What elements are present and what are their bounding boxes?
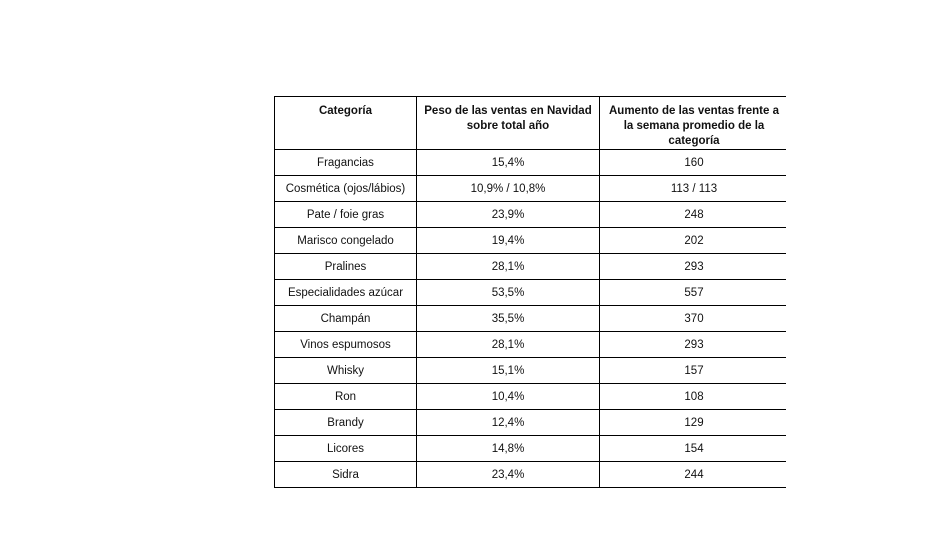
cell-category: Sidra xyxy=(275,462,417,488)
cell-sales-increase: 370 xyxy=(600,306,787,332)
cell-category: Pate / foie gras xyxy=(275,202,417,228)
cell-category: Cosmética (ojos/lábios) xyxy=(275,176,417,202)
cell-sales-increase: 293 xyxy=(600,254,787,280)
table-row xyxy=(275,202,787,228)
cell-sales-increase: 202 xyxy=(600,228,787,254)
cell-sales-increase: 248 xyxy=(600,202,787,228)
cell-christmas-share: 23,9% xyxy=(417,202,600,228)
cell-category: Vinos espumosos xyxy=(275,332,417,358)
cell-christmas-share: 19,4% xyxy=(417,228,600,254)
table-row xyxy=(275,254,787,280)
cell-category: Ron xyxy=(275,384,417,410)
table-row xyxy=(275,150,787,176)
table-row xyxy=(275,410,787,436)
cell-christmas-share: 28,1% xyxy=(417,254,600,280)
table-row xyxy=(275,306,787,332)
cell-sales-increase: 157 xyxy=(600,358,787,384)
cell-sales-increase: 129 xyxy=(600,410,787,436)
cell-christmas-share: 53,5% xyxy=(417,280,600,306)
table-header-row xyxy=(275,97,787,150)
header-christmas-share: Peso de las ventas en Navidad sobre total año xyxy=(417,97,600,150)
table-row xyxy=(275,358,787,384)
table-row xyxy=(275,280,787,306)
cell-sales-increase: 160 xyxy=(600,150,787,176)
cell-christmas-share: 15,4% xyxy=(417,150,600,176)
cell-sales-increase: 108 xyxy=(600,384,787,410)
cell-category: Especialidades azúcar xyxy=(275,280,417,306)
table-row xyxy=(275,176,787,202)
cell-sales-increase: 293 xyxy=(600,332,787,358)
table-row xyxy=(275,462,787,488)
cell-category: Pralines xyxy=(275,254,417,280)
cell-christmas-share: 14,8% xyxy=(417,436,600,462)
cell-category: Licores xyxy=(275,436,417,462)
cell-category: Brandy xyxy=(275,410,417,436)
cell-christmas-share: 28,1% xyxy=(417,332,600,358)
cell-christmas-share: 12,4% xyxy=(417,410,600,436)
cell-category: Marisco congelado xyxy=(275,228,417,254)
header-category: Categoría xyxy=(275,97,417,150)
cell-christmas-share: 10,4% xyxy=(417,384,600,410)
table-row xyxy=(275,436,787,462)
cell-sales-increase: 113 / 113 xyxy=(600,176,787,202)
christmas-sales-table xyxy=(274,96,786,488)
cell-sales-increase: 244 xyxy=(600,462,787,488)
cell-sales-increase: 154 xyxy=(600,436,787,462)
table-row xyxy=(275,384,787,410)
table-row xyxy=(275,228,787,254)
cell-category: Champán xyxy=(275,306,417,332)
cell-christmas-share: 10,9% / 10,8% xyxy=(417,176,600,202)
cell-christmas-share: 35,5% xyxy=(417,306,600,332)
header-sales-increase: Aumento de las ventas frente a la semana promedio de la categoría xyxy=(600,97,787,150)
cell-christmas-share: 23,4% xyxy=(417,462,600,488)
table-row xyxy=(275,332,787,358)
cell-category: Fragancias xyxy=(275,150,417,176)
sales-table-container xyxy=(274,96,786,488)
cell-christmas-share: 15,1% xyxy=(417,358,600,384)
cell-sales-increase: 557 xyxy=(600,280,787,306)
cell-category: Whisky xyxy=(275,358,417,384)
